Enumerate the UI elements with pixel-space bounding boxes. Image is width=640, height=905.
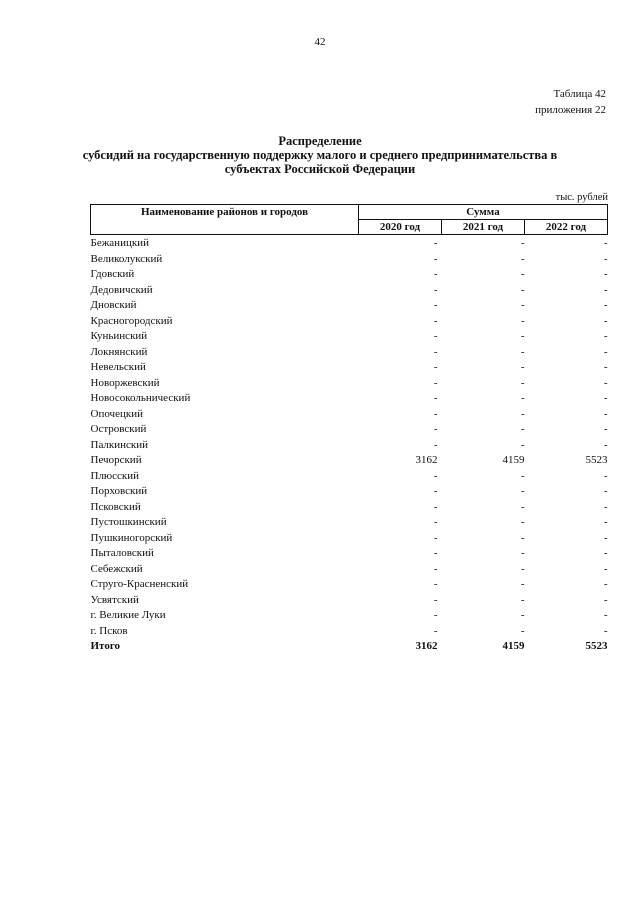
value-2020: - — [433, 516, 438, 528]
value-2021: - — [520, 531, 525, 544]
value-2021: 4159 — [502, 454, 525, 466]
value-2022: - — [603, 500, 608, 513]
value-2021: - — [520, 469, 525, 482]
district-name: Куньинский — [90, 330, 148, 342]
value-2020: - — [433, 438, 438, 451]
district-name: г. Псков — [90, 624, 128, 637]
district-name: Островский — [90, 423, 147, 435]
value-2021: - — [520, 392, 525, 404]
value-2022: - — [603, 562, 608, 575]
value-2020: - — [433, 609, 438, 621]
table-row — [91, 515, 608, 531]
value-2022: - — [603, 283, 608, 296]
header-sum: Сумма — [359, 205, 608, 220]
district-name: Пустошкинский — [90, 516, 167, 528]
value-2021: - — [520, 500, 525, 513]
value-2022: - — [603, 624, 608, 637]
district-name: Дновский — [90, 299, 137, 311]
district-name: г. Великие Луки — [90, 609, 166, 621]
value-2022: - — [603, 609, 608, 621]
value-2021: - — [520, 252, 525, 265]
table-row — [91, 484, 608, 500]
value-2020: - — [433, 361, 438, 373]
value-2020: - — [433, 299, 438, 311]
table-ref-line2: приложения 22 — [535, 104, 606, 116]
value-2022: 5523 — [585, 640, 608, 652]
table-row — [91, 546, 608, 562]
value-2022: 5523 — [585, 454, 608, 466]
value-2021: 4159 — [502, 640, 525, 652]
value-2020: - — [433, 485, 438, 497]
district-name: Великолукский — [90, 252, 163, 265]
value-2020: - — [433, 407, 438, 420]
table-row — [91, 391, 608, 407]
value-2020: - — [433, 562, 438, 575]
value-2022: - — [603, 531, 608, 544]
value-2020: - — [433, 268, 438, 280]
value-2022: - — [603, 407, 608, 420]
value-2022: - — [603, 376, 608, 389]
table-reference — [535, 86, 606, 118]
district-name: Пыталовский — [90, 547, 154, 559]
title-line3: субъектах Российской Федерации — [224, 162, 416, 176]
value-2022: - — [603, 485, 608, 497]
total-row — [91, 639, 608, 655]
district-name: Струго-Красненский — [90, 578, 189, 590]
value-2021: - — [520, 283, 525, 296]
value-2022: - — [603, 237, 608, 249]
value-2020: - — [433, 624, 438, 637]
value-2020: - — [433, 237, 438, 249]
value-2022: - — [603, 392, 608, 404]
value-2020: - — [433, 252, 438, 265]
table-row — [91, 453, 608, 469]
value-2021: - — [520, 593, 525, 606]
table-row — [91, 298, 608, 314]
value-2021: - — [520, 314, 525, 327]
value-2022: - — [603, 547, 608, 559]
table-row — [91, 562, 608, 578]
value-2021: - — [520, 268, 525, 280]
district-name: Новоржевский — [90, 376, 160, 389]
value-2021: - — [520, 376, 525, 389]
value-2021: - — [520, 516, 525, 528]
table-row — [91, 438, 608, 454]
value-2021: - — [520, 299, 525, 311]
header-year-2022: 2022 год — [524, 220, 607, 235]
value-2020: - — [433, 423, 438, 435]
value-2021: - — [520, 345, 525, 358]
district-name: Плюсский — [90, 469, 140, 482]
value-2021: - — [520, 330, 525, 342]
table-row — [91, 500, 608, 516]
value-2021: - — [520, 578, 525, 590]
table-row — [91, 283, 608, 299]
table-row — [91, 577, 608, 593]
district-name: Усвятский — [90, 593, 139, 606]
value-2020: - — [433, 531, 438, 544]
table-row — [91, 624, 608, 640]
value-2020: 3162 — [415, 454, 438, 466]
value-2022: - — [603, 314, 608, 327]
value-2021: - — [520, 624, 525, 637]
district-name: Себежский — [90, 562, 143, 575]
district-name: Пушкиногорский — [90, 531, 173, 544]
value-2020: - — [433, 314, 438, 327]
table-row — [91, 345, 608, 361]
district-name: Печорский — [90, 454, 142, 466]
table-row — [91, 531, 608, 547]
value-2022: - — [603, 593, 608, 606]
table-body — [91, 235, 608, 655]
value-2022: - — [603, 299, 608, 311]
value-2020: - — [433, 345, 438, 358]
district-name: Гдовский — [90, 268, 135, 280]
total-label: Итого — [90, 640, 121, 652]
value-2022: - — [603, 268, 608, 280]
table-row — [91, 608, 608, 624]
table-row — [91, 422, 608, 438]
table-row — [91, 469, 608, 485]
table-row — [91, 593, 608, 609]
value-2022: - — [603, 516, 608, 528]
value-2021: - — [520, 562, 525, 575]
value-2022: - — [603, 578, 608, 590]
document-title — [60, 134, 580, 176]
header-year-2020: 2020 год — [359, 220, 442, 235]
value-2020: - — [433, 376, 438, 389]
units-label: тыс. рублей — [555, 192, 608, 203]
value-2021: - — [520, 609, 525, 621]
district-name: Порховский — [90, 485, 148, 497]
district-name: Новосокольнический — [90, 392, 191, 404]
title-line1: Распределение — [278, 134, 362, 148]
table-row — [91, 267, 608, 283]
value-2021: - — [520, 407, 525, 420]
value-2020: - — [433, 392, 438, 404]
value-2021: - — [520, 438, 525, 451]
table-row — [91, 407, 608, 423]
district-name: Палкинский — [90, 438, 149, 451]
value-2020: - — [433, 330, 438, 342]
table-row — [91, 329, 608, 345]
value-2022: - — [603, 361, 608, 373]
table-ref-line1: Таблица 42 — [553, 88, 606, 100]
value-2020: - — [433, 593, 438, 606]
district-name: Дедовичский — [90, 283, 153, 296]
district-name: Невельский — [90, 361, 146, 373]
table-row — [91, 252, 608, 268]
table-header-row — [91, 205, 608, 220]
value-2020: - — [433, 547, 438, 559]
value-2022: - — [603, 330, 608, 342]
value-2020: 3162 — [415, 640, 438, 652]
header-name: Наименование районов и городов — [91, 205, 359, 235]
title-line2: субсидий на государственную поддержку малого и среднего предпринимательства в — [82, 148, 558, 162]
value-2022: - — [603, 345, 608, 358]
value-2020: - — [433, 578, 438, 590]
value-2022: - — [603, 252, 608, 265]
value-2021: - — [520, 485, 525, 497]
district-name: Бежаницкий — [90, 237, 149, 249]
value-2022: - — [603, 438, 608, 451]
table-row — [91, 314, 608, 330]
value-2020: - — [433, 500, 438, 513]
header-year-2021: 2021 год — [442, 220, 525, 235]
value-2021: - — [520, 361, 525, 373]
table-row — [91, 235, 608, 252]
value-2020: - — [433, 469, 438, 482]
value-2021: - — [520, 547, 525, 559]
value-2022: - — [603, 423, 608, 435]
district-name: Опочецкий — [90, 407, 143, 420]
subsidy-table — [90, 204, 608, 655]
district-name: Локнянский — [90, 345, 148, 358]
value-2022: - — [603, 469, 608, 482]
value-2021: - — [520, 237, 525, 249]
district-name: Псковский — [90, 500, 141, 513]
page-number: 42 — [314, 36, 326, 48]
table-row — [91, 376, 608, 392]
value-2020: - — [433, 283, 438, 296]
district-name: Красногородский — [90, 314, 173, 327]
value-2021: - — [520, 423, 525, 435]
table-row — [91, 360, 608, 376]
